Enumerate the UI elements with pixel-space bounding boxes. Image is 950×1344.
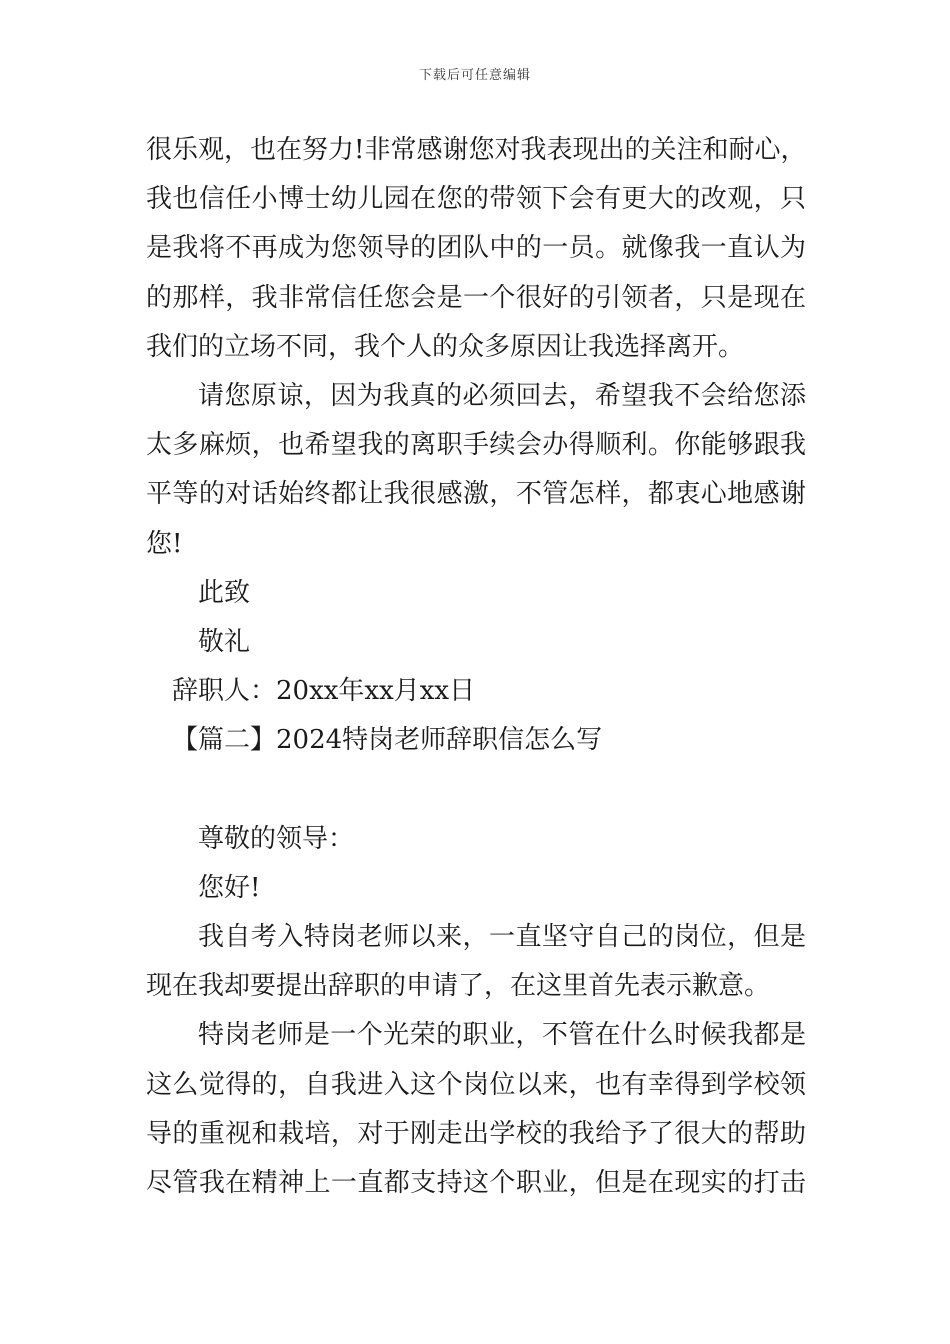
text-line: 现在我却要提出辞职的申请了，在这里首先表示歉意。 bbox=[146, 971, 771, 1002]
section-heading: 【篇二】2024特岗老师辞职信怎么写 bbox=[172, 725, 603, 756]
text-line: 太多麻烦，也希望我的离职手续会办得顺利。你能够跟我 bbox=[146, 430, 806, 461]
greeting-line: 尊敬的领导： bbox=[198, 823, 355, 854]
paragraph-first-line: 特岗老师是一个光荣的职业，不管在什么时候我都是 bbox=[198, 1020, 806, 1051]
blank-line bbox=[146, 765, 806, 814]
text-line: 这么觉得的，自我进入这个岗位以来，也有幸得到学校领 bbox=[146, 1069, 806, 1100]
text-line: 的那样，我非常信任您会是一个很好的引领者，只是现在 bbox=[146, 282, 806, 313]
text-line: 是我将不再成为您领导的团队中的一员。就像我一直认为 bbox=[146, 233, 806, 264]
hello-line: 您好! bbox=[198, 872, 261, 903]
paragraph-first-line: 请您原谅，因为我真的必须回去，希望我不会给您添 bbox=[198, 380, 806, 411]
signature-line: 辞职人：20xx年xx月xx日 bbox=[172, 676, 476, 707]
text-line: 您! bbox=[146, 528, 183, 559]
text-line: 导的重视和栽培，对于刚走出学校的我给予了很大的帮助 bbox=[146, 1118, 806, 1149]
text-line: 尽管我在精神上一直都支持这个职业，但是在现实的打击 bbox=[146, 1167, 806, 1198]
text-line: 我们的立场不同，我个人的众多原因让我选择离开。 bbox=[146, 331, 745, 362]
page-header-note: 下载后可任意编辑 bbox=[418, 68, 531, 83]
paragraph-first-line: 我自考入特岗老师以来，一直坚守自己的岗位，但是 bbox=[198, 922, 806, 952]
salute-line: 敬礼 bbox=[198, 626, 251, 657]
text-line: 很乐观，也在努力!非常感谢您对我表现出的关注和耐心， bbox=[146, 135, 807, 165]
text-line: 平等的对话始终都让我很感激，不管怎样，都衷心地感谢 bbox=[146, 479, 806, 510]
text-line: 我也信任小博士幼儿园在您的带领下会有更大的改观，只 bbox=[146, 184, 806, 215]
document-body bbox=[146, 126, 806, 1208]
closing-line: 此致 bbox=[198, 577, 251, 608]
